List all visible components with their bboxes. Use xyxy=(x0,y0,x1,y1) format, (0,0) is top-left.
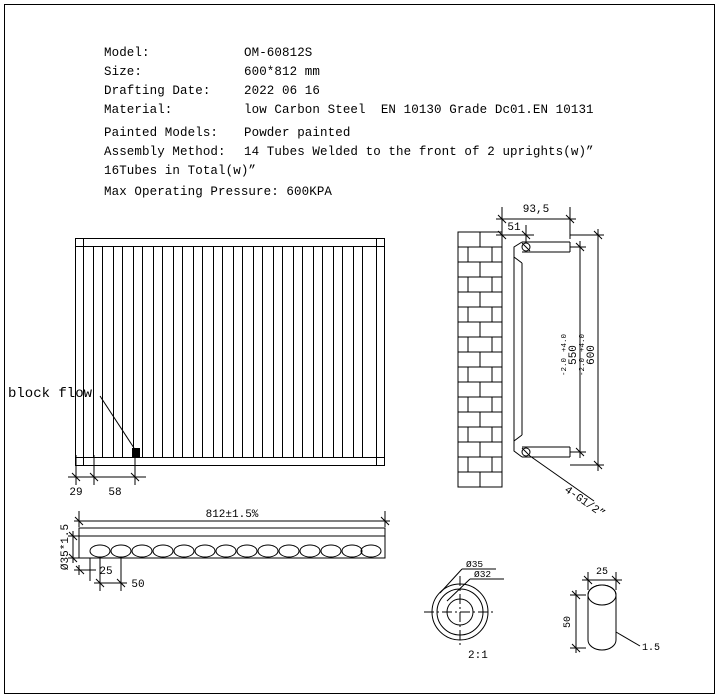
spec-row xyxy=(104,124,594,143)
spec-label: Size: xyxy=(104,65,143,79)
svg-text:+4.0: +4.0 xyxy=(579,333,587,353)
svg-text:25: 25 xyxy=(595,567,609,578)
spec-pressure: Max Operating Pressure: 600KPA xyxy=(104,185,333,199)
svg-text:25: 25 xyxy=(99,566,113,578)
spec-label: Assembly Method: xyxy=(104,145,226,159)
radiator-tube xyxy=(353,247,363,457)
svg-text:+4.0: +4.0 xyxy=(561,333,569,353)
dim-29-text: 29 xyxy=(69,487,83,499)
top-view xyxy=(60,495,400,600)
svg-text:Ø32: Ø32 xyxy=(474,569,492,580)
front-bottom-dimensions xyxy=(66,455,236,499)
spec-row xyxy=(104,82,594,101)
dim-25-top xyxy=(74,558,113,581)
spec-value: 14 Tubes Welded to the front of 2 uprights(w)” xyxy=(244,145,594,159)
svg-text:600: 600 xyxy=(586,345,598,365)
radiator-tube xyxy=(213,247,223,457)
spec-label: Material: xyxy=(104,103,173,117)
radiator-tube xyxy=(153,247,163,457)
spec-value: OM-60812S xyxy=(244,46,313,60)
radiator-tube xyxy=(253,247,263,457)
dim-dia-35 xyxy=(60,524,79,570)
tube-ellipse-row xyxy=(90,545,381,557)
svg-text:50: 50 xyxy=(131,579,145,591)
spec-label: Painted Models: xyxy=(104,126,219,140)
svg-text:Ø35*1.5: Ø35*1.5 xyxy=(60,523,72,571)
svg-text:-2.0: -2.0 xyxy=(561,357,569,377)
top-plate xyxy=(79,528,385,558)
spec-row xyxy=(104,143,594,162)
svg-text:51: 51 xyxy=(507,222,521,234)
spec-continuation: 16Tubes in Total(w)” xyxy=(104,164,257,178)
spec-row xyxy=(104,63,594,82)
detail-scale-label: 2:1 xyxy=(468,650,488,662)
spec-value: low Carbon Steel EN 10130 Grade Dc01.EN 10131 xyxy=(244,103,594,117)
dim-58-text: 58 xyxy=(108,487,122,499)
radiator-tube xyxy=(313,247,323,457)
radiator-tube xyxy=(333,247,343,457)
svg-text:4-G1/2”: 4-G1/2” xyxy=(561,484,607,521)
spec-label: Drafting Date: xyxy=(104,84,211,98)
block-flow-label: block flow xyxy=(8,386,93,402)
spec-value: 600*812 mm xyxy=(244,65,321,79)
svg-text:550: 550 xyxy=(568,345,580,365)
dim-812 xyxy=(74,509,390,527)
svg-text:93,5: 93,5 xyxy=(522,204,550,216)
front-top-rail xyxy=(75,238,385,247)
spec-label: Model: xyxy=(104,46,150,60)
svg-text:1.5: 1.5 xyxy=(642,643,661,654)
spec-value: Powder painted xyxy=(244,126,351,140)
svg-text:Ø35: Ø35 xyxy=(466,559,484,570)
specification-table xyxy=(104,44,594,202)
radiator-tube xyxy=(173,247,183,457)
radiator-tube xyxy=(193,247,203,457)
side-view xyxy=(452,195,720,521)
radiator-tube xyxy=(233,247,243,457)
spec-row xyxy=(104,44,594,63)
detail-tube-section xyxy=(540,560,680,680)
wall-hatch xyxy=(458,232,502,487)
radiator-tube xyxy=(273,247,283,457)
spec-row xyxy=(104,101,594,120)
radiator-tube xyxy=(293,247,303,457)
spec-value: 2022 06 16 xyxy=(244,84,321,98)
svg-text:812±1.5%: 812±1.5% xyxy=(205,509,259,521)
front-right-upright xyxy=(376,238,385,466)
svg-text:-2.0: -2.0 xyxy=(579,357,587,377)
detail-circle-section xyxy=(400,555,530,665)
block-flow-leader xyxy=(100,392,148,456)
svg-text:50: 50 xyxy=(563,615,574,629)
front-left-upright xyxy=(75,238,84,466)
